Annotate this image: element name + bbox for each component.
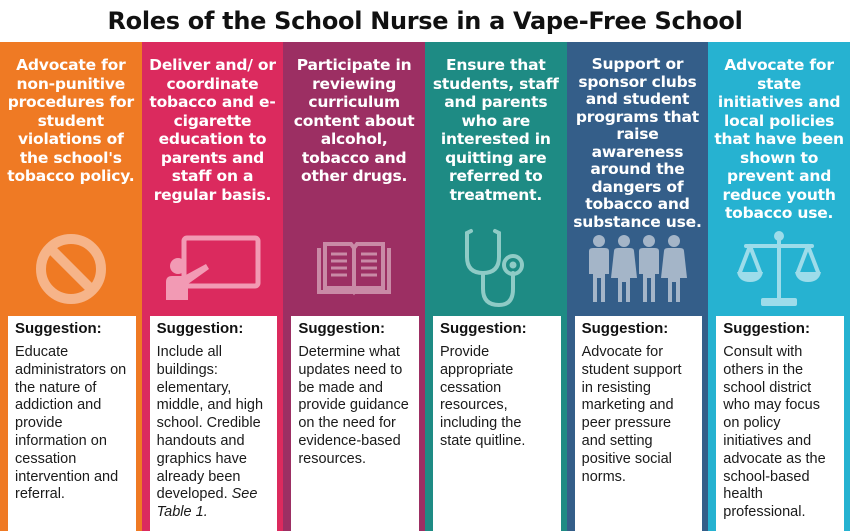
- suggestion-card: [716, 316, 844, 531]
- suggestion-card: [575, 316, 703, 531]
- role-column-deliver-education: [142, 42, 284, 531]
- role-column-clubs: [567, 42, 709, 531]
- suggestion-card: [433, 316, 561, 531]
- role-column-review-curriculum: [283, 42, 425, 531]
- role-heading: Deliver and/ or coordinate tobacco and e-cigarette education to parents and staff on a regular basis.: [149, 56, 276, 204]
- suggestion-card: [150, 316, 278, 531]
- role-heading: Advocate for state initiatives and local policies that have been shown to prevent and reduce youth tobacco use.: [714, 56, 844, 222]
- suggestion-card: [8, 316, 136, 531]
- suggestion-label: Suggestion:: [156, 320, 244, 337]
- prohibition-icon: [0, 228, 142, 310]
- suggestion-label: Suggestion:: [581, 320, 669, 337]
- role-column-policy: [708, 42, 850, 531]
- suggestion-label: Suggestion:: [15, 320, 102, 337]
- open-book-icon: [283, 228, 425, 310]
- suggestion-text: Consult with others in the school district who may focus on policy initiatives and advocate as the school-based health professional.: [723, 344, 826, 521]
- suggestion-text: Provide appropriate cessation resources, including the state quitline.: [439, 344, 526, 449]
- role-column-referral: [425, 42, 567, 531]
- suggestion-card: [291, 316, 419, 531]
- suggestion-text: Include all buildings: elementary, middle, and high school. Credible handouts and graphics have already been developed. See Table 1.: [156, 344, 264, 521]
- role-heading: Participate in reviewing curriculum content about alcohol, tobacco and other drugs.: [293, 56, 415, 185]
- suggestion-text: Educate administrators on the nature of addiction and provide information on cessation intervention and referral.: [15, 344, 127, 503]
- role-heading: Support or sponsor clubs and student programs that raise awareness around the dangers of tobacco and substance use.: [573, 55, 702, 231]
- suggestion-text: Advocate for student support in resisting marketing and peer pressure and setting positive social norms.: [581, 344, 682, 485]
- role-heading: Advocate for non-punitive procedures for student violations of the school's tobacco policy.: [7, 56, 135, 185]
- people-group-icon: [567, 228, 709, 310]
- role-column-advocate-procedures: [0, 42, 142, 531]
- teacher-board-icon: [142, 228, 284, 310]
- suggestion-label: Suggestion:: [298, 320, 385, 337]
- role-heading: Ensure that students, staff and parents who are interested in quitting are referred to treatment.: [432, 56, 559, 204]
- page-title: Roles of the School Nurse in a Vape-Free School: [107, 7, 743, 35]
- stethoscope-icon: [425, 228, 567, 310]
- suggestion-label: Suggestion:: [723, 320, 810, 337]
- suggestion-label: Suggestion:: [439, 320, 527, 337]
- scales-icon: [708, 228, 850, 310]
- suggestion-text: Determine what updates need to be made and provide guidance on the need for evidence-based resources.: [298, 344, 409, 467]
- roles-columns: [0, 42, 850, 531]
